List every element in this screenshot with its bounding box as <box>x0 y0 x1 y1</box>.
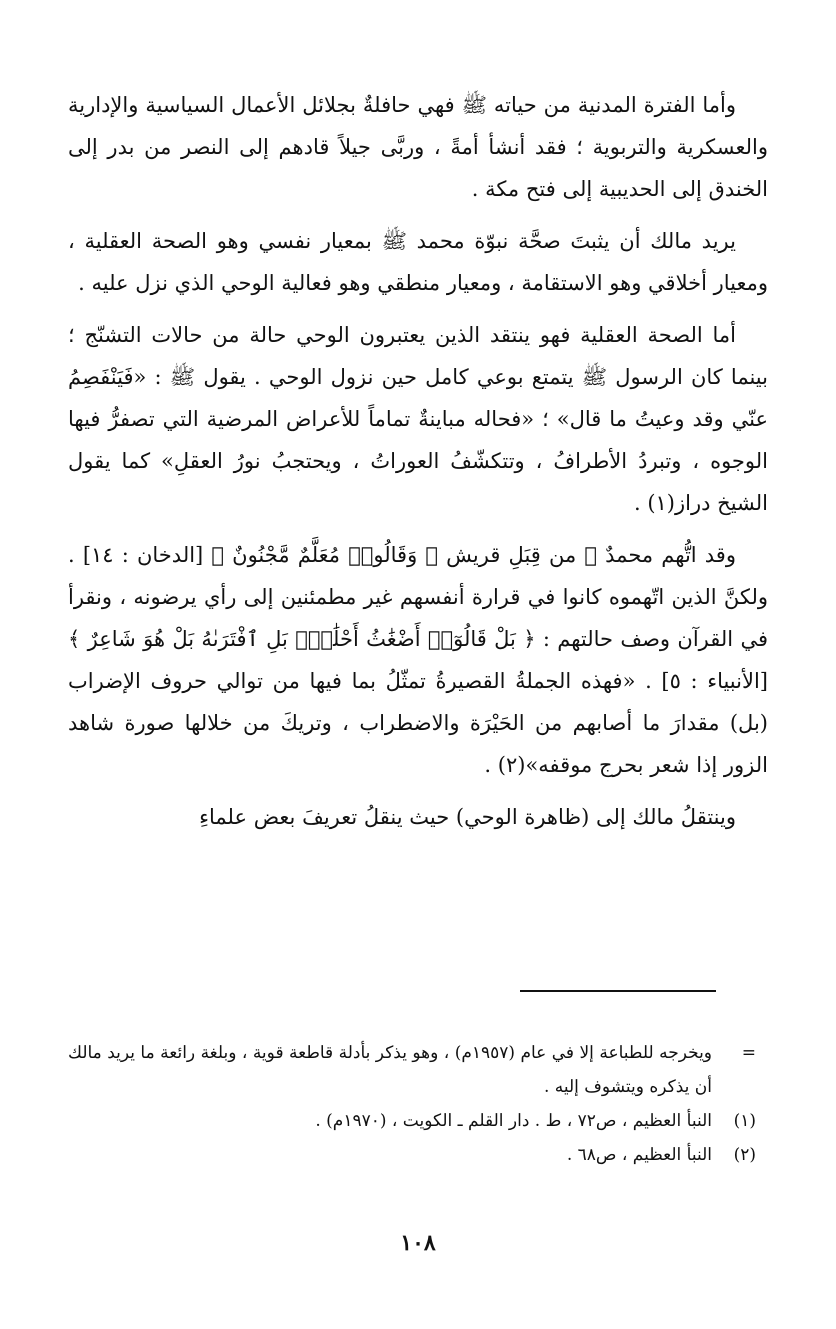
paragraph-1: وأما الفترة المدنية من حياته ﷺ فهي حافلةٌ بجلائل الأعمال السياسية والإدارية والعسكرية والتربوية ؛ فقد أنشأ أمةً ، وربَّى جيلاً قادهم إلى النصر من بدر إلى الخندق إلى الحديبية إلى فتح مكة . <box>68 93 768 201</box>
page-number: ١٠٨ <box>400 1230 436 1256</box>
footnotes <box>68 1036 756 1172</box>
footnote-2 <box>68 1138 756 1172</box>
footnote-2-mark: (٢) <box>733 1145 756 1165</box>
paragraph-4: وقد اتُّهم محمدٌ ﷺ من قِبَلِ قريش ﴿ وَقَالُوا۟ مُعَلَّمٌ مَّجْنُونٌ ﴾ [الدخان : ١٤] . ولكنَّ الذين اتّهموه كانوا في قرارة أنفسهم غير مطمئنين إلى رأي يرضونه ، ونقرأ في القرآن وصف حالتهم : ﴿ بَلْ قَالُوٓا۟ أَضْغَٰثُ أَحْلَٰمٍۭ بَلِ ٱفْتَرَىٰهُ بَلْ هُوَ شَاعِرٌ ﴾ [الأنبياء : ٥] . «فهذه الجملةُ القصيرةُ تمثّلُ بما فيها من توالي حروف الإضراب (بل) مقدارَ ما أصابهم من الحَيْرَة والاضطراب ، وتريكَ من خلالها صورة شاهد الزور إذا شعر بحرج موقفه»(٢) . <box>68 543 768 777</box>
paragraph-3: أما الصحة العقلية فهو ينتقد الذين يعتبرون الوحي حالة من حالات التشنّج ؛ بينما كان الرسول ﷺ يتمتع بوعي كامل حين نزول الوحي . يقول ﷺ : «فَيَنْفَصِمُ عنّي وقد وعيتُ ما قال» ؛ «فحاله مباينةٌ تماماً للأعراض المرضية التي تصفرُّ فيها الوجوه ، وتبردُ الأطرافُ ، وتتكشّفُ العوراتُ ، ويحتجبُ نورُ العقلِ» كما يقول الشيخ دراز(١) . <box>68 323 768 515</box>
footnote-continuation-text: ويخرجه للطباعة إلا في عام (١٩٥٧م) ، وهو يذكر بأدلة قاطعة قوية ، وبلغة رائعة ما يريد مالك أن يذكره ويتشوف إليه . <box>68 1043 713 1097</box>
footnote-1-mark: (١) <box>733 1111 756 1131</box>
footnote-continuation-mark: = <box>741 1043 756 1063</box>
footnote-continuation <box>68 1036 756 1104</box>
footnote-2-text: النبأ العظيم ، ص٦٨ . <box>566 1145 712 1165</box>
main-text <box>68 84 768 848</box>
paragraph-5: وينتقلُ مالك إلى (ظاهرة الوحي) حيث ينقلُ تعريفَ بعض علماءِ <box>199 805 736 829</box>
footnote-separator <box>520 990 716 992</box>
paragraph-2: يريد مالك أن يثبتَ صحَّة نبوّة محمد ﷺ بمعيار نفسي وهو الصحة العقلية ، ومعيار أخلاقي وهو الاستقامة ، ومعيار منطقي وهو فعالية الوحي الذي نزل عليه . <box>68 229 768 295</box>
footnote-1 <box>68 1104 756 1138</box>
footnote-1-text: النبأ العظيم ، ص٧٢ ، ط . دار القلم ـ الكويت ، (١٩٧٠م) . <box>315 1111 712 1131</box>
